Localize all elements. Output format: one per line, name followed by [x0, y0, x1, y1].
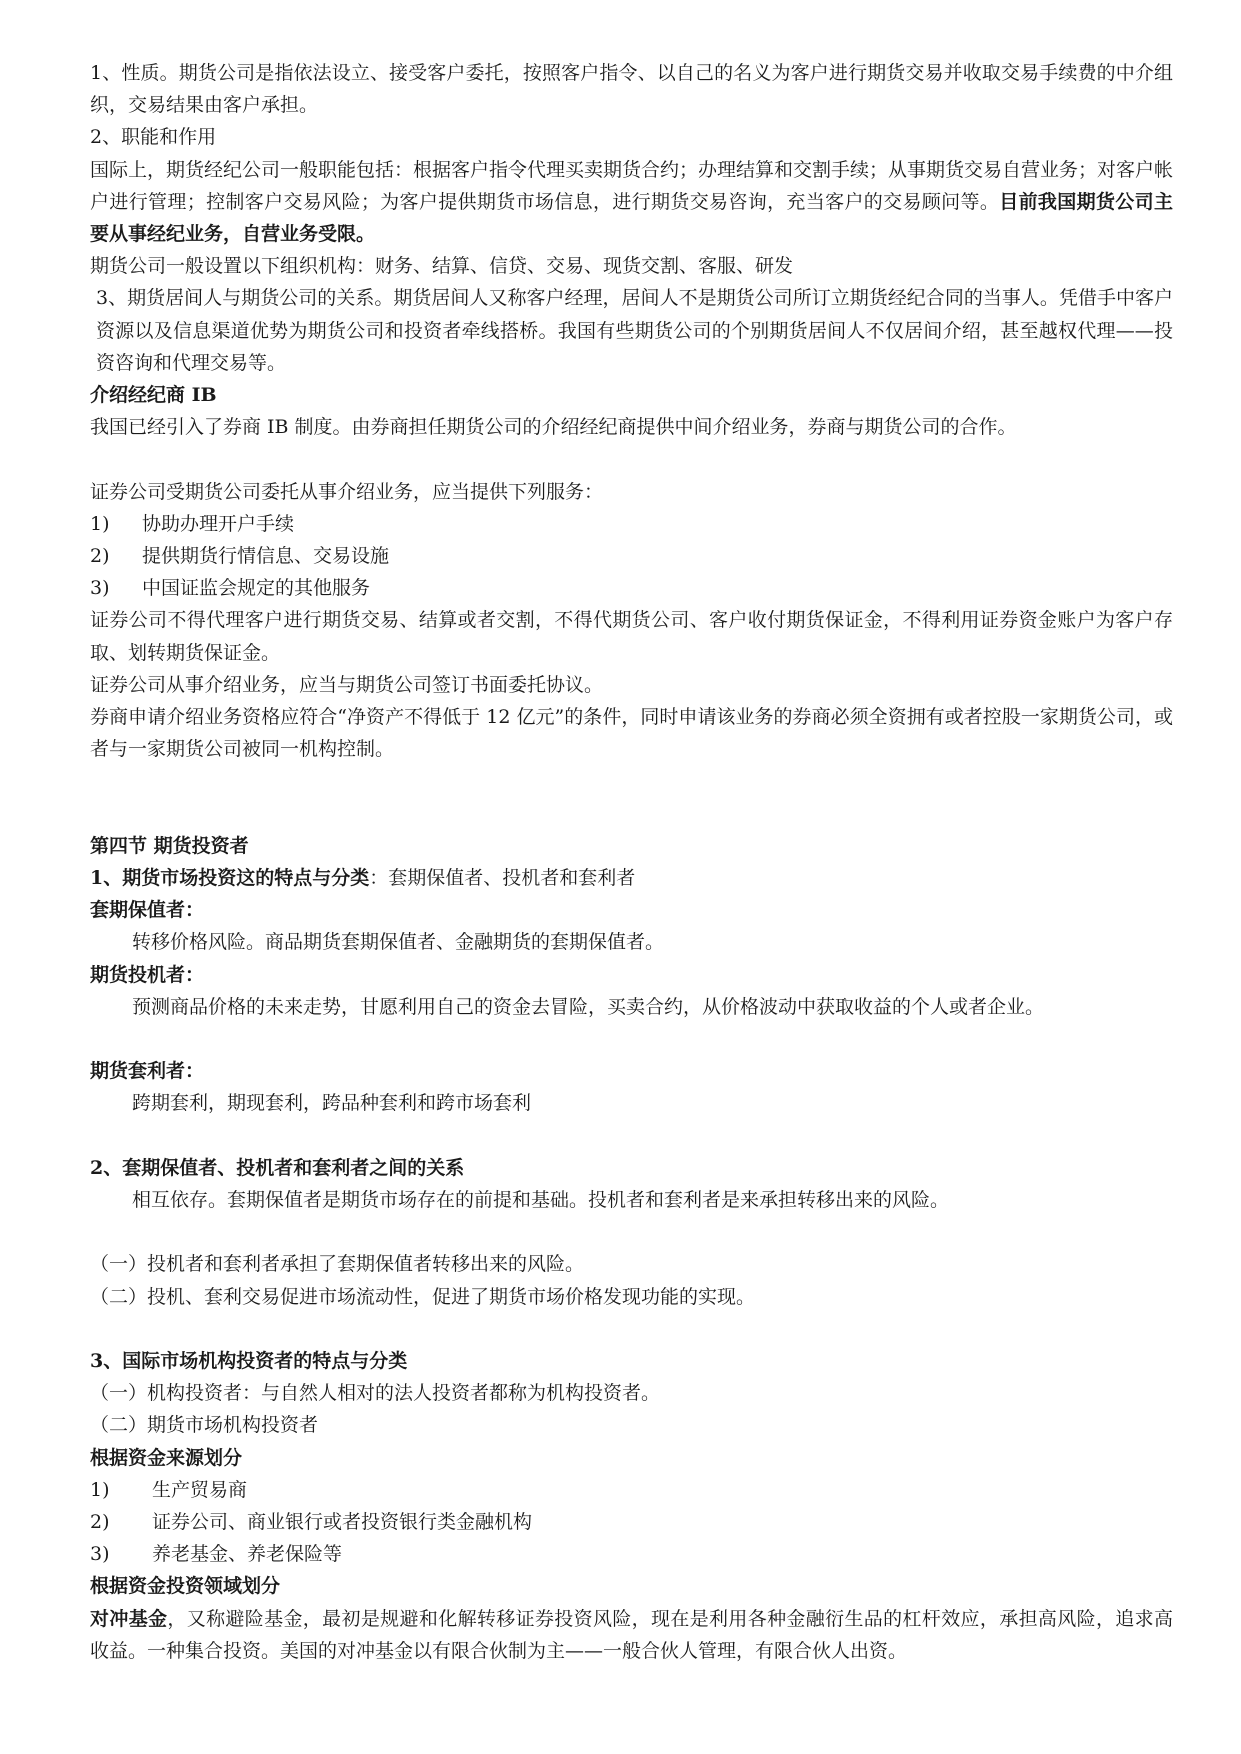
list-item: [90, 540, 1173, 572]
list-text: 生产贸易商: [152, 1478, 248, 1501]
hedge-fund-term: 对冲基金: [90, 1607, 168, 1630]
heading-ib: 介绍经纪商 IB: [90, 384, 217, 407]
list-text: 养老基金、养老保险等: [152, 1543, 343, 1566]
paragraph-prohibitions: 证券公司不得代理客户进行期货交易、结算或者交割，不得代期货公司、客户收付期货保证金，不得利用证券资金账户为客户存取、划转期货保证金。: [90, 609, 1173, 664]
paragraph-investor-types: [90, 862, 1173, 894]
spacer: [90, 1120, 1173, 1152]
list-item: [90, 1474, 1173, 1506]
functions-bold-note: 目前我国期货公司主要从事经纪业务，自营业务受限。: [90, 190, 1173, 246]
paragraph-organization: 期货公司一般设置以下组织机构：财务、结算、信贷、交易、现货交割、客服、研发: [90, 255, 794, 278]
list-number: 2): [90, 1511, 110, 1534]
functions-text: 国际上，期货经纪公司一般职能包括：根据客户指令代理买卖期货合约；办理结算和交割手续；从事期货交易自营业务；对客户帐户进行管理；控制客户交易风险；为客户提供期货市场信息，进行期货交易咨询，充当客户的交易顾问等。: [90, 158, 1174, 213]
investor-types-text: ：套期保值者、投机者和套利者: [369, 867, 636, 890]
paragraph-relationship: 相互依存。套期保值者是期货市场存在的前提和基础。投机者和套利者是来承担转移出来的风险。: [132, 1189, 950, 1212]
list-text: 证券公司、商业银行或者投资银行类金融机构: [152, 1511, 533, 1534]
paragraph-relationship-1: （一）投机者和套利者承担了套期保值者转移出来的风险。: [90, 1253, 585, 1276]
spacer: [90, 443, 1173, 475]
list-text: 提供期货行情信息、交易设施: [142, 545, 390, 568]
heading-hedgers: 套期保值者：: [90, 899, 205, 922]
list-number: 3): [90, 577, 110, 600]
spacer: [90, 1313, 1173, 1345]
paragraph-speculators: 预测商品价格的未来走势，甘愿利用自己的资金去冒险，买卖合约，从价格波动中获取收益的个人或者企业。: [132, 995, 1045, 1018]
paragraph-institutional-2: （二）期货市场机构投资者: [90, 1414, 319, 1437]
hedge-fund-text: ，又称避险基金，最初是规避和化解转移证券投资风险，现在是利用各种金融衍生品的杠杆效应，承担高风险，追求高收益。一种集合投资。美国的对冲基金以有限合伙制为主——一般合伙人管理，有限合伙人出资。: [90, 1607, 1173, 1662]
list-number: 2): [90, 545, 110, 568]
paragraph-arbitrageurs: 跨期套利，期现套利，跨品种套利和跨市场套利: [132, 1092, 532, 1115]
list-number: 1): [90, 512, 110, 535]
list-item: [90, 1506, 1173, 1538]
heading-institutional: 3、国际市场机构投资者的特点与分类: [90, 1350, 408, 1373]
paragraph-functions-title: 2、职能和作用: [90, 126, 217, 149]
heading-by-field: 根据资金投资领域划分: [90, 1575, 281, 1598]
paragraph-intermediary: 3、期货居间人与期货公司的关系。期货居间人又称客户经理，居间人不是期货公司所订立期货经纪合同的当事人。凭借手中客户资源以及信息渠道优势为期货公司和投资者牵线搭桥。我国有些期货公司的个别期货居间人不仅居间介绍，甚至越权代理——投资咨询和代理交易等。: [96, 287, 1173, 374]
spacer: [90, 1216, 1173, 1248]
heading-relationship: 2、套期保值者、投机者和套利者之间的关系: [90, 1156, 465, 1179]
paragraph-qualification: 券商申请介绍业务资格应符合“净资产不得低于 12 亿元”的条件，同时申请该业务的券商必须全资拥有或者控股一家期货公司，或者与一家期货公司被同一机构控制。: [90, 706, 1173, 761]
paragraph-hedgers: 转移价格风险。商品期货套期保值者、金融期货的套期保值者。: [132, 931, 665, 954]
list-number: 3): [90, 1543, 110, 1566]
list-text: 协助办理开户手续: [142, 512, 295, 535]
paragraph-agreement: 证券公司从事介绍业务，应当与期货公司签订书面委托协议。: [90, 673, 604, 696]
spacer: [90, 798, 1173, 830]
paragraph-nature: 1、性质。期货公司是指依法设立、接受客户委托，按照客户指令、以自己的名义为客户进行期货交易并收取交易手续费的中介组织，交易结果由客户承担。: [90, 62, 1173, 117]
list-item: [90, 508, 1173, 540]
heading-by-source: 根据资金来源划分: [90, 1446, 243, 1469]
paragraph-functions: [90, 154, 1173, 251]
list-number: 1): [90, 1478, 110, 1501]
section-title: 第四节 期货投资者: [90, 834, 249, 857]
list-item: [90, 1538, 1173, 1570]
paragraph-institutional-1: （一）机构投资者：与自然人相对的法人投资者都称为机构投资者。: [90, 1382, 661, 1405]
list-text: 中国证监会规定的其他服务: [142, 577, 371, 600]
paragraph-ib: 我国已经引入了券商 IB 制度。由券商担任期货公司的介绍经纪商提供中间介绍业务，券商与期货公司的合作。: [90, 416, 1017, 439]
paragraph-services-intro: 证券公司受期货公司委托从事介绍业务，应当提供下列服务：: [90, 480, 604, 503]
spacer: [90, 765, 1173, 797]
heading-arbitrageurs: 期货套利者：: [90, 1060, 205, 1083]
spacer: [90, 1023, 1173, 1055]
list-item: [90, 572, 1173, 604]
investor-types-heading: 1、期货市场投资这的特点与分类: [90, 867, 370, 890]
heading-speculators: 期货投机者：: [90, 963, 205, 986]
paragraph-hedge-fund: [90, 1603, 1173, 1667]
paragraph-relationship-2: （二）投机、套利交易促进市场流动性，促进了期货市场价格发现功能的实现。: [90, 1285, 756, 1308]
